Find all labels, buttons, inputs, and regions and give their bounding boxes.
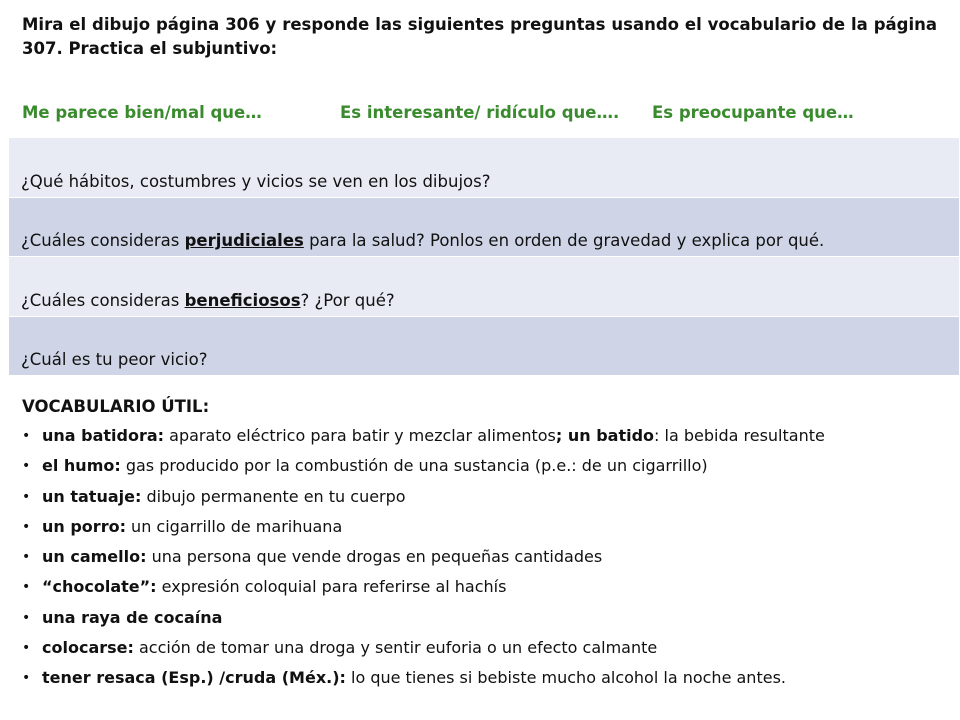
vocab-item: • colocarse: acción de tomar una droga y sentir euforia o un efecto calmante xyxy=(22,634,952,664)
instructions-text: Mira el dibujo página 306 y responde las siguientes preguntas usando el vocabulario de la página 307. Practica el subjuntivo: xyxy=(22,15,937,58)
bullet-icon: • xyxy=(22,579,31,596)
vocab-item: • tener resaca (Esp.) /cruda (Méx.): lo que tienes si bebiste mucho alcohol la noche antes. xyxy=(22,664,952,694)
question-text: ¿Qué hábitos, costumbres y vicios se ven en los dibujos? xyxy=(21,171,491,191)
vocab-item: • “chocolate”: expresión coloquial para referirse al hachís xyxy=(22,573,952,603)
bullet-icon: • xyxy=(22,428,31,444)
question-row xyxy=(9,138,959,198)
bullet-icon: • xyxy=(22,518,31,535)
vocab-item: • un camello: una persona que vende drogas en pequeñas cantidades xyxy=(22,543,952,573)
phrase-1: Me parece bien/mal que… xyxy=(22,103,262,122)
vocab-item: • una batidora: aparato eléctrico para batir y mezclar alimentos; un batido: la bebida resultante xyxy=(22,422,952,452)
bullet-icon: • xyxy=(22,549,31,566)
phrase-3: Es preocupante que… xyxy=(652,103,854,122)
emphasized-word: perjudiciales xyxy=(184,231,304,250)
vocab-item: • un porro: un cigarrillo de marihuana xyxy=(22,513,952,543)
question-row xyxy=(9,257,959,317)
emphasized-word: beneficiosos xyxy=(184,290,301,310)
questions-table xyxy=(9,138,959,376)
vocab-item: • una raya de cocaína xyxy=(22,604,952,634)
bullet-icon: • xyxy=(22,458,31,475)
bullet-icon: • xyxy=(22,670,31,687)
question-text: ¿Cuáles consideras perjudiciales para la salud? Ponlos en orden de gravedad y explica por qué. xyxy=(21,231,825,250)
vocabulary-heading: VOCABULARIO ÚTIL: xyxy=(22,397,210,416)
vocab-item: • un tatuaje: dibujo permanente en tu cuerpo xyxy=(22,483,952,513)
question-row xyxy=(9,317,959,377)
subjunctive-phrases xyxy=(0,103,960,127)
question-row xyxy=(9,198,959,258)
question-text: ¿Cuáles consideras beneficiosos? ¿Por qué? xyxy=(21,290,395,310)
phrase-2: Es interesante/ ridículo que…. xyxy=(340,103,620,122)
question-text: ¿Cuál es tu peor vicio? xyxy=(21,350,208,369)
vocabulary-list xyxy=(22,422,952,695)
bullet-icon: • xyxy=(22,488,31,505)
bullet-icon: • xyxy=(22,609,31,626)
vocab-item: • el humo: gas producido por la combustión de una sustancia (p.e.: de un cigarrillo) xyxy=(22,452,952,482)
bullet-icon: • xyxy=(22,640,31,657)
